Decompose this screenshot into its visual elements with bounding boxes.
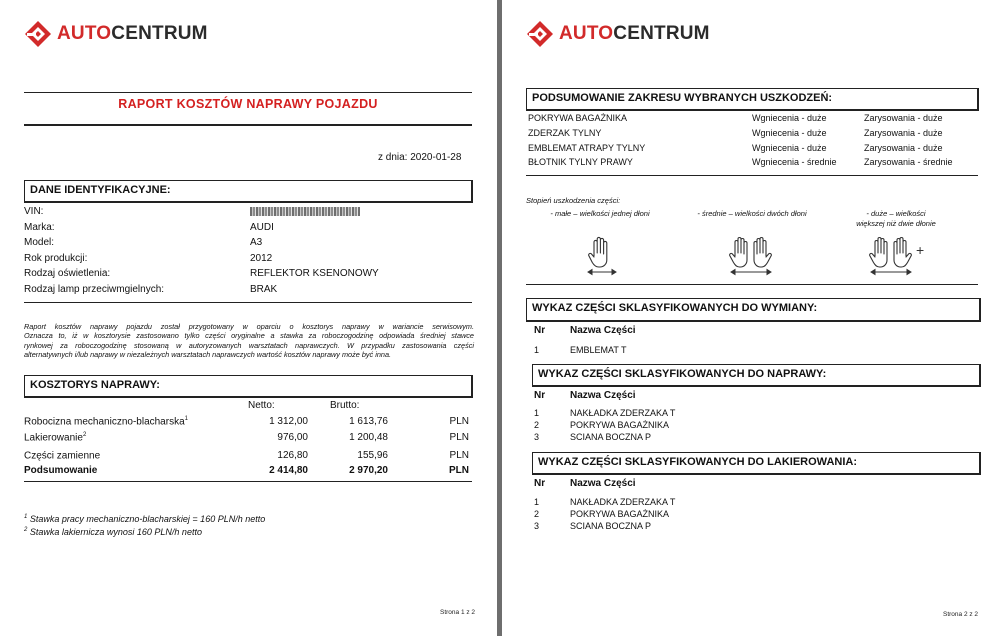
- damage-scratch: Zarysowania - duże: [864, 143, 943, 153]
- cost-total-currency: PLN: [449, 465, 469, 476]
- legend-large-label-2: większej niż dwie dłonie: [856, 219, 936, 228]
- cost-row-netto: 126,80: [277, 450, 308, 461]
- report-page-2: [502, 0, 1000, 636]
- legend-divider: [526, 284, 978, 285]
- replace-col-name: Nazwa Części: [570, 325, 636, 336]
- damage-scratch: Zarysowania - średnie: [864, 157, 953, 167]
- ident-label-model: Model:: [24, 237, 55, 248]
- summary-divider: [526, 175, 978, 176]
- logo-text-auto: AUTO: [57, 23, 112, 44]
- disclaimer-line: Oznacza to, iż w kosztorysie zastosowano tylko części oryginalne a stawka za roboczogodzinę odpowiada średniej stawce: [24, 331, 474, 341]
- legend-plus-sign: +: [916, 242, 925, 258]
- cost-section-divider: [24, 481, 472, 482]
- autocentrum-logo: [24, 20, 208, 48]
- cost-col-brutto: Brutto:: [330, 400, 360, 411]
- damage-dent: Wgniecenia - duże: [752, 113, 827, 123]
- replace-row-nr: 1: [534, 345, 540, 355]
- cost-row-brutto: 1 613,76: [349, 416, 388, 427]
- ident-value-model: A3: [250, 237, 263, 248]
- repair-row-nr: 3: [534, 432, 540, 442]
- cost-section-header-box: [24, 375, 473, 398]
- repair-col-nr: Nr: [534, 390, 546, 401]
- damage-summary-header: PODSUMOWANIE ZAKRESU WYBRANYCH USZKODZEŃ:: [532, 92, 833, 104]
- report-page-1: [0, 0, 497, 636]
- repair-row-nr: 1: [534, 408, 540, 418]
- disclaimer-line: alternatywnych i/lub naprawy w niezależnych warsztatach naprawczych wartość kosztów naprawy może być inna.: [24, 350, 392, 360]
- paint-row-name: SCIANA BOCZNA P: [570, 521, 652, 531]
- page-number: Strona 1 z 2: [440, 609, 476, 616]
- repair-col-name: Nazwa Części: [570, 390, 636, 401]
- report-disclaimer-paragraph: [24, 322, 474, 360]
- repair-parts-header: WYKAZ CZĘŚCI SKLASYFIKOWANYCH DO NAPRAWY:: [538, 368, 827, 380]
- ident-label-make: Marka:: [24, 222, 55, 233]
- paint-row-nr: 3: [534, 521, 540, 531]
- damage-scratch: Zarysowania - duże: [864, 113, 943, 123]
- cost-row-brutto: 155,96: [357, 450, 388, 461]
- ident-value-make: AUDI: [250, 222, 274, 233]
- damage-summary-header-box: [526, 88, 979, 111]
- autocentrum-logo-icon: [24, 20, 52, 48]
- logo-text-auto: AUTO: [559, 23, 614, 44]
- repair-row-name: NAKŁADKA ZDERZAKA T: [570, 408, 676, 418]
- footnote: $^1$ Stawka pracy mechaniczno-blacharskiej = 160 PLN/h netto: [24, 514, 266, 524]
- cost-total-label: Podsumowanie: [24, 465, 98, 476]
- ident-label-vin: VIN:: [24, 206, 44, 217]
- autocentrum-logo: [526, 20, 710, 48]
- ident-section-header: DANE IDENTYFIKACYJNE:: [30, 184, 171, 196]
- date-value: 2020-01-28: [410, 152, 462, 163]
- paint-col-name: Nazwa Części: [570, 478, 636, 489]
- ident-section-divider: [24, 302, 472, 303]
- logo-text-centrum: CENTRUM: [613, 23, 710, 44]
- paint-parts-header-box: [532, 452, 981, 475]
- legend-small-label: - małe – wielkości jednej dłoni: [550, 209, 650, 218]
- damage-dent: Wgniecenia - duże: [752, 128, 827, 138]
- damage-part: POKRYWA BAGAŻNIKA: [528, 113, 628, 123]
- two-hands-icon: [728, 234, 774, 276]
- repair-row-nr: 2: [534, 420, 540, 430]
- paint-row-name: POKRYWA BAGAŻNIKA: [570, 509, 670, 519]
- report-date: [378, 152, 461, 163]
- ident-section-header-box: [24, 180, 473, 203]
- ident-label-fog-lamps: Rodzaj lamp przeciwmgielnych:: [24, 284, 165, 295]
- cost-row-netto: 976,00: [277, 432, 308, 443]
- disclaimer-line: Raport kosztów naprawy pojazdu został przygotowany w oparciu o kosztorys naprawy w wariancie serwisowym.: [24, 322, 474, 331]
- damage-part: ZDERZAK TYLNY: [528, 128, 602, 138]
- cost-row-label: Robocizna mechaniczno-blacharska$^1$: [24, 416, 188, 428]
- damage-dent: Wgniecenia - duże: [752, 143, 827, 153]
- damage-scratch: Zarysowania - duże: [864, 128, 943, 138]
- cost-row-netto: 1 312,00: [269, 416, 308, 427]
- cost-total-netto: 2 414,80: [269, 465, 308, 476]
- replace-parts-header: WYKAZ CZĘŚCI SKLASYFIKOWANYCH DO WYMIANY:: [532, 302, 818, 314]
- replace-col-nr: Nr: [534, 325, 546, 336]
- logo-text-centrum: CENTRUM: [111, 23, 208, 44]
- replace-row-name: EMBLEMAT T: [570, 345, 627, 355]
- one-hand-icon: [584, 234, 620, 276]
- damage-dent: Wgniecenia - średnie: [752, 157, 837, 167]
- damage-part: BŁOTNIK TYLNY PRAWY: [528, 157, 633, 167]
- vin-redacted: [250, 207, 360, 216]
- disclaimer-line: rynkowej za roboczogodzinę stosowaną w autoryzowanych warsztatach naprawczych. W przypadku zastosowania części: [24, 340, 474, 350]
- cost-row-brutto: 1 200,48: [349, 432, 388, 443]
- footnote: $^2$ Stawka lakiernicza wynosi 160 PLN/h netto: [24, 527, 202, 537]
- legend-medium-label: - średnie – wielkości dwóch dłoni: [697, 209, 807, 218]
- paint-parts-header: WYKAZ CZĘŚCI SKLASYFIKOWANYCH DO LAKIEROWANIA:: [538, 456, 857, 468]
- repair-row-name: SCIANA BOCZNA P: [570, 432, 652, 442]
- repair-parts-header-box: [532, 364, 981, 387]
- ident-label-lighting: Rodzaj oświetlenia:: [24, 268, 111, 279]
- ident-label-year: Rok produkcji:: [24, 253, 88, 264]
- cost-row-currency: PLN: [449, 450, 469, 461]
- paint-row-name: NAKŁADKA ZDERZAKA T: [570, 497, 676, 507]
- report-title-box: [24, 92, 472, 126]
- paint-row-nr: 1: [534, 497, 540, 507]
- ident-value-year: 2012: [250, 253, 273, 264]
- replace-parts-header-box: [526, 298, 981, 322]
- cost-row-currency: PLN: [449, 416, 469, 427]
- repair-row-name: POKRYWA BAGAŻNIKA: [570, 420, 670, 430]
- cost-total-brutto: 2 970,20: [349, 465, 388, 476]
- damage-part: EMBLEMAT ATRAPY TYLNY: [528, 143, 646, 153]
- ident-value-fog-lamps: BRAK: [250, 284, 278, 295]
- paint-row-nr: 2: [534, 509, 540, 519]
- cost-row-label: Części zamienne: [24, 450, 101, 462]
- paint-col-nr: Nr: [534, 478, 546, 489]
- cost-section-header: KOSZTORYS NAPRAWY:: [30, 379, 160, 391]
- report-title: RAPORT KOSZTÓW NAPRAWY POJAZDU: [118, 97, 378, 111]
- two-hands-plus-icon: [868, 234, 914, 276]
- damage-legend-title: Stopień uszkodzenia części:: [526, 196, 621, 205]
- cost-row-currency: PLN: [449, 432, 469, 443]
- date-label: z dnia:: [378, 152, 408, 163]
- cost-row-label: Lakierowanie$^2$: [24, 432, 87, 444]
- autocentrum-logo-icon: [526, 20, 554, 48]
- cost-col-netto: Netto:: [248, 400, 275, 411]
- page-number: Strona 2 z 2: [943, 611, 979, 618]
- legend-large-label-1: - duże – wielkości: [866, 209, 926, 218]
- ident-value-lighting: REFLEKTOR KSENONOWY: [250, 268, 379, 279]
